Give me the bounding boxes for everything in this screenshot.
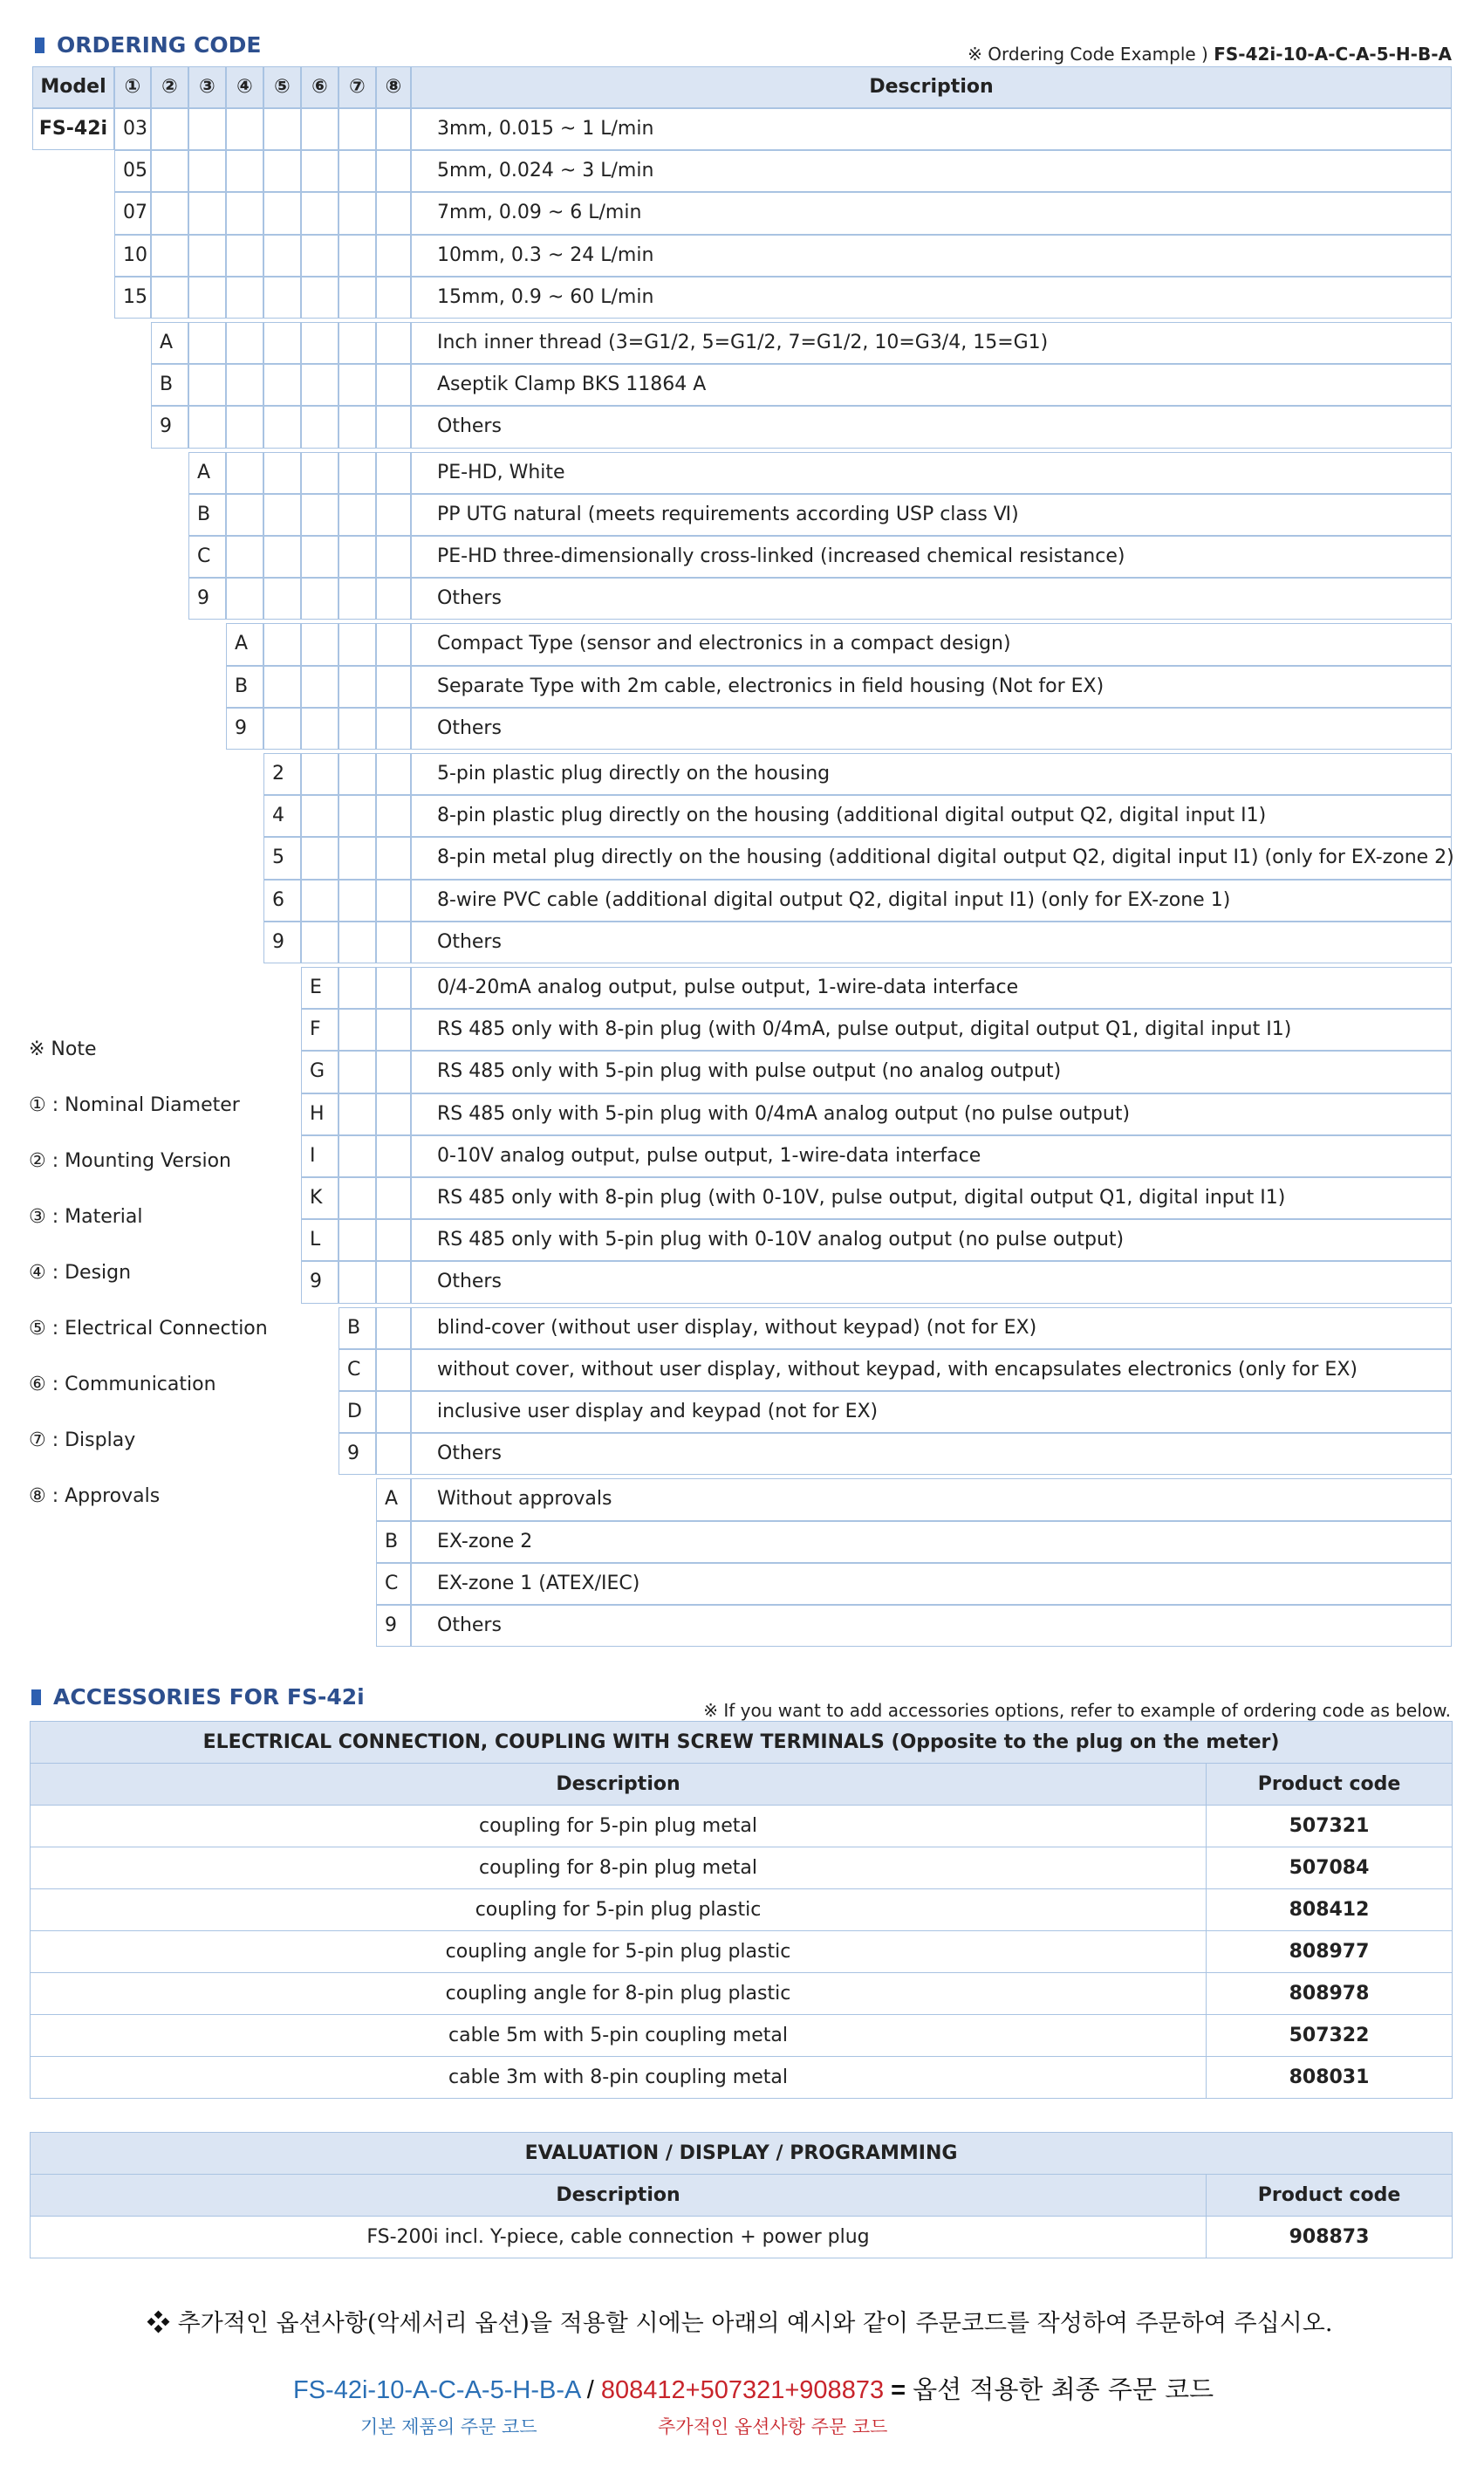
empty-cell — [376, 235, 411, 277]
empty-cell — [226, 192, 263, 234]
empty-cell — [339, 578, 376, 620]
header-description: Description — [411, 66, 1452, 108]
note-item: ② : Mounting Version — [29, 1150, 231, 1172]
empty-cell — [376, 837, 411, 879]
empty-cell — [339, 880, 376, 922]
option-code: A — [188, 452, 226, 494]
option-code: H — [301, 1093, 339, 1135]
empty-cell — [263, 494, 301, 536]
empty-cell — [376, 406, 411, 448]
option-code: A — [151, 322, 188, 364]
empty-cell — [376, 1433, 411, 1475]
option-description: Others — [411, 1261, 1452, 1303]
empty-cell — [376, 494, 411, 536]
empty-cell — [263, 536, 301, 578]
option-code: D — [339, 1391, 376, 1433]
option-description: 8-pin plastic plug directly on the housing (additional digital output Q2, digital input I1) — [411, 795, 1452, 837]
empty-cell — [301, 322, 339, 364]
note-item: ⑧ : Approvals — [29, 1485, 161, 1507]
note-item: ① : Nominal Diameter — [29, 1094, 240, 1116]
option-description: RS 485 only with 5-pin plug with 0/4mA analog output (no pulse output) — [411, 1093, 1452, 1135]
empty-cell — [376, 1261, 411, 1303]
empty-cell — [376, 1391, 411, 1433]
empty-cell — [339, 623, 376, 665]
table-row — [31, 1973, 1453, 2015]
option-code: A — [376, 1478, 411, 1520]
column-header-description: Description — [31, 1764, 1207, 1806]
empty-cell — [376, 753, 411, 795]
empty-cell — [263, 708, 301, 750]
empty-cell — [376, 1177, 411, 1219]
empty-cell — [376, 150, 411, 192]
product-code: 507322 — [1207, 2015, 1453, 2057]
column-header-product-code: Product code — [1207, 2175, 1453, 2217]
note-item: ③ : Material — [29, 1206, 143, 1228]
empty-cell — [188, 322, 226, 364]
empty-cell — [263, 150, 301, 192]
empty-cell — [376, 623, 411, 665]
empty-cell — [151, 277, 188, 319]
option-code: 4 — [263, 795, 301, 837]
option-description: RS 485 only with 8-pin plug (with 0-10V, pulse output, digital output Q1, digital input I1) — [411, 1177, 1452, 1219]
option-code: 9 — [188, 578, 226, 620]
empty-cell — [339, 364, 376, 406]
option-description: without cover, without user display, without keypad, with encapsulates electronics (only for EX) — [411, 1349, 1452, 1391]
empty-cell — [339, 967, 376, 1009]
empty-cell — [376, 277, 411, 319]
ordering-example-label: ※ Ordering Code Example ) — [968, 44, 1208, 65]
option-code: I — [301, 1135, 339, 1177]
empty-cell — [301, 837, 339, 879]
empty-cell — [339, 922, 376, 963]
option-description: 8-wire PVC cable (additional digital output Q2, digital input I1) (only for EX-zone 1) — [411, 880, 1452, 922]
empty-cell — [226, 494, 263, 536]
table-row — [31, 2217, 1453, 2258]
option-description: Others — [411, 406, 1452, 448]
empty-cell — [301, 666, 339, 708]
option-code: B — [151, 364, 188, 406]
option-description: EX-zone 2 — [411, 1521, 1452, 1563]
empty-cell — [376, 108, 411, 150]
empty-cell — [301, 364, 339, 406]
empty-cell — [263, 108, 301, 150]
empty-cell — [188, 235, 226, 277]
option-description: Others — [411, 578, 1452, 620]
option-code: 03 — [114, 108, 151, 150]
empty-cell — [376, 1307, 411, 1349]
empty-cell — [376, 452, 411, 494]
empty-cell — [301, 623, 339, 665]
empty-cell — [301, 708, 339, 750]
empty-cell — [376, 1009, 411, 1051]
empty-cell — [263, 578, 301, 620]
option-description: Aseptik Clamp BKS 11864 A — [411, 364, 1452, 406]
empty-cell — [376, 1051, 411, 1093]
empty-cell — [301, 235, 339, 277]
section-marker-icon — [31, 1689, 41, 1705]
section-marker-icon — [35, 38, 44, 53]
product-description: coupling angle for 5-pin plug plastic — [31, 1931, 1207, 1973]
empty-cell — [263, 452, 301, 494]
ordering-example-code: FS-42i-10-A-C-A-5-H-B-A — [1214, 44, 1452, 65]
header-col-7: ⑦ — [339, 66, 376, 108]
empty-cell — [263, 406, 301, 448]
option-description: 5mm, 0.024 ~ 3 L/min — [411, 150, 1452, 192]
table-row — [31, 1806, 1453, 1847]
empty-cell — [226, 322, 263, 364]
option-description: RS 485 only with 5-pin plug with pulse output (no analog output) — [411, 1051, 1452, 1093]
empty-cell — [339, 1219, 376, 1261]
equals-sign: = — [884, 2376, 913, 2404]
accessories-title: ACCESSORIES FOR FS-42i — [31, 1684, 365, 1710]
option-code: B — [188, 494, 226, 536]
option-code: K — [301, 1177, 339, 1219]
empty-cell — [339, 494, 376, 536]
option-description: 8-pin metal plug directly on the housing (additional digital output Q2, digital input I1) (only for EX-zone 2) — [411, 837, 1452, 879]
base-order-code: FS-42i-10-A-C-A-5-H-B-A — [293, 2376, 580, 2404]
option-description: Without approvals — [411, 1478, 1452, 1520]
option-description: PE-HD three-dimensionally cross-linked (increased chemical resistance) — [411, 536, 1452, 578]
empty-cell — [376, 880, 411, 922]
empty-cell — [376, 795, 411, 837]
empty-cell — [301, 277, 339, 319]
empty-cell — [188, 150, 226, 192]
empty-cell — [376, 322, 411, 364]
empty-cell — [339, 108, 376, 150]
note-item: ⑦ : Display — [29, 1429, 136, 1451]
product-code: 808978 — [1207, 1973, 1453, 2015]
empty-cell — [339, 322, 376, 364]
option-description: 5-pin plastic plug directly on the housing — [411, 753, 1452, 795]
header-col-1: ① — [114, 66, 151, 108]
header-col-2: ② — [151, 66, 188, 108]
empty-cell — [151, 235, 188, 277]
option-code: B — [376, 1521, 411, 1563]
empty-cell — [301, 108, 339, 150]
product-description: FS-200i incl. Y-piece, cable connection + power plug — [31, 2217, 1207, 2258]
empty-cell — [226, 235, 263, 277]
option-description: 10mm, 0.3 ~ 24 L/min — [411, 235, 1452, 277]
accessories-note: ※ If you want to add accessories options, refer to example of ordering code as below. — [703, 1700, 1451, 1721]
empty-cell — [376, 578, 411, 620]
note-item: ⑥ : Communication — [29, 1374, 216, 1395]
product-description: coupling for 5-pin plug metal — [31, 1806, 1207, 1847]
base-code-caption: 기본 제품의 주문 코드 — [360, 2416, 537, 2437]
empty-cell — [301, 922, 339, 963]
option-description: blind-cover (without user display, without keypad) (not for EX) — [411, 1307, 1452, 1349]
empty-cell — [339, 1177, 376, 1219]
option-code: 05 — [114, 150, 151, 192]
empty-cell — [376, 364, 411, 406]
empty-cell — [376, 1093, 411, 1135]
option-description: Separate Type with 2m cable, electronics in field housing (Not for EX) — [411, 666, 1452, 708]
empty-cell — [339, 1261, 376, 1303]
option-description: Others — [411, 922, 1452, 963]
option-description: PP UTG natural (meets requirements according USP class Ⅵ) — [411, 494, 1452, 536]
option-description: Compact Type (sensor and electronics in a compact design) — [411, 623, 1452, 665]
empty-cell — [226, 406, 263, 448]
option-code: C — [376, 1563, 411, 1605]
empty-cell — [263, 623, 301, 665]
empty-cell — [339, 150, 376, 192]
empty-cell — [263, 192, 301, 234]
empty-cell — [301, 795, 339, 837]
empty-cell — [226, 277, 263, 319]
empty-cell — [339, 277, 376, 319]
option-description: RS 485 only with 8-pin plug (with 0/4mA, pulse output, digital output Q1, digital input I1) — [411, 1009, 1452, 1051]
option-description: 0/4-20mA analog output, pulse output, 1-wire-data interface — [411, 967, 1452, 1009]
option-code: B — [339, 1307, 376, 1349]
empty-cell — [376, 1349, 411, 1391]
table-row — [31, 2057, 1453, 2099]
table-row — [31, 1847, 1453, 1889]
empty-cell — [151, 192, 188, 234]
empty-cell — [301, 536, 339, 578]
empty-cell — [226, 150, 263, 192]
model-value: FS-42i — [32, 108, 114, 150]
header-col-3: ③ — [188, 66, 226, 108]
empty-cell — [301, 494, 339, 536]
option-code: G — [301, 1051, 339, 1093]
empty-cell — [339, 235, 376, 277]
product-description: coupling for 5-pin plug plastic — [31, 1889, 1207, 1931]
empty-cell — [376, 708, 411, 750]
product-description: coupling for 8-pin plug metal — [31, 1847, 1207, 1889]
option-code: C — [188, 536, 226, 578]
empty-cell — [339, 452, 376, 494]
option-order-code: 808412+507321+908873 — [600, 2376, 885, 2404]
option-code: 6 — [263, 880, 301, 922]
note-item: ⑤ : Electrical Connection — [29, 1318, 268, 1340]
empty-cell — [301, 880, 339, 922]
table-title: ELECTRICAL CONNECTION, COUPLING WITH SCREW TERMINALS (Opposite to the plug on the meter) — [31, 1722, 1453, 1764]
empty-cell — [376, 1135, 411, 1177]
option-code: 9 — [339, 1433, 376, 1475]
empty-cell — [263, 322, 301, 364]
table-row — [31, 1931, 1453, 1973]
ordering-example — [968, 44, 1452, 65]
empty-cell — [301, 452, 339, 494]
empty-cell — [151, 108, 188, 150]
option-description: Others — [411, 1605, 1452, 1647]
empty-cell — [301, 753, 339, 795]
empty-cell — [376, 1219, 411, 1261]
empty-cell — [339, 1009, 376, 1051]
option-description: 3mm, 0.015 ~ 1 L/min — [411, 108, 1452, 150]
option-description: inclusive user display and keypad (not for EX) — [411, 1391, 1452, 1433]
final-code-label: 옵션 적용한 최종 주문 코드 — [913, 2375, 1214, 2404]
empty-cell — [301, 578, 339, 620]
product-code: 808412 — [1207, 1889, 1453, 1931]
empty-cell — [188, 277, 226, 319]
empty-cell — [376, 922, 411, 963]
empty-cell — [339, 192, 376, 234]
option-code: A — [226, 623, 263, 665]
product-code: 808031 — [1207, 2057, 1453, 2099]
product-code: 808977 — [1207, 1931, 1453, 1973]
option-code: 9 — [301, 1261, 339, 1303]
option-code: 9 — [226, 708, 263, 750]
option-code-caption: 추가적인 옵션사항 주문 코드 — [658, 2416, 888, 2437]
empty-cell — [339, 795, 376, 837]
option-description: 15mm, 0.9 ~ 60 L/min — [411, 277, 1452, 319]
final-order-code-line — [293, 2370, 1214, 2406]
option-code: 5 — [263, 837, 301, 879]
option-code: 15 — [114, 277, 151, 319]
option-code: 2 — [263, 753, 301, 795]
empty-cell — [226, 536, 263, 578]
empty-cell — [301, 192, 339, 234]
accessories-coupling-table — [30, 1721, 1453, 2099]
empty-cell — [339, 1093, 376, 1135]
product-description: cable 3m with 8-pin coupling metal — [31, 2057, 1207, 2099]
empty-cell — [226, 452, 263, 494]
empty-cell — [339, 708, 376, 750]
product-code: 507084 — [1207, 1847, 1453, 1889]
header-col-6: ⑥ — [301, 66, 339, 108]
empty-cell — [188, 192, 226, 234]
empty-cell — [263, 666, 301, 708]
option-description: RS 485 only with 5-pin plug with 0-10V analog output (no pulse output) — [411, 1219, 1452, 1261]
empty-cell — [376, 536, 411, 578]
empty-cell — [188, 108, 226, 150]
column-header-description: Description — [31, 2175, 1207, 2217]
empty-cell — [188, 406, 226, 448]
empty-cell — [339, 753, 376, 795]
note-item: ④ : Design — [29, 1262, 132, 1284]
empty-cell — [151, 150, 188, 192]
empty-cell — [376, 666, 411, 708]
header-model: Model — [32, 66, 114, 108]
option-code: 07 — [114, 192, 151, 234]
empty-cell — [301, 406, 339, 448]
option-description: 0-10V analog output, pulse output, 1-wire-data interface — [411, 1135, 1452, 1177]
option-code: 9 — [151, 406, 188, 448]
empty-cell — [339, 406, 376, 448]
option-description: PE-HD, White — [411, 452, 1452, 494]
accessories-evaluation-table — [30, 2132, 1453, 2258]
empty-cell — [339, 1051, 376, 1093]
option-description: Others — [411, 708, 1452, 750]
empty-cell — [339, 536, 376, 578]
product-description: cable 5m with 5-pin coupling metal — [31, 2015, 1207, 2057]
option-code: 10 — [114, 235, 151, 277]
korean-instruction: ❖ 추가적인 옵션사항(악세서리 옵션)을 적용할 시에는 아래의 예시와 같이 주문코드를 작성하여 주문하여 주십시오. — [147, 2310, 1333, 2337]
empty-cell — [339, 837, 376, 879]
header-col-4: ④ — [226, 66, 263, 108]
option-code: C — [339, 1349, 376, 1391]
option-code: B — [226, 666, 263, 708]
slash-separator: / — [579, 2376, 601, 2404]
empty-cell — [339, 1135, 376, 1177]
empty-cell — [339, 666, 376, 708]
product-description: coupling angle for 8-pin plug plastic — [31, 1973, 1207, 2015]
option-code: E — [301, 967, 339, 1009]
empty-cell — [188, 364, 226, 406]
table-title: EVALUATION / DISPLAY / PROGRAMMING — [31, 2133, 1453, 2175]
option-description: Others — [411, 1433, 1452, 1475]
option-code: 9 — [263, 922, 301, 963]
empty-cell — [376, 192, 411, 234]
option-description: 7mm, 0.09 ~ 6 L/min — [411, 192, 1452, 234]
empty-cell — [263, 277, 301, 319]
header-col-8: ⑧ — [376, 66, 411, 108]
option-description: EX-zone 1 (ATEX/IEC) — [411, 1563, 1452, 1605]
option-code: 9 — [376, 1605, 411, 1647]
product-code: 908873 — [1207, 2217, 1453, 2258]
empty-cell — [263, 235, 301, 277]
ordering-code-title: ORDERING CODE — [35, 32, 261, 58]
table-row — [31, 1889, 1453, 1931]
option-code: L — [301, 1219, 339, 1261]
empty-cell — [226, 364, 263, 406]
empty-cell — [301, 150, 339, 192]
option-code: F — [301, 1009, 339, 1051]
product-code: 507321 — [1207, 1806, 1453, 1847]
empty-cell — [226, 108, 263, 150]
option-description: Inch inner thread (3=G1/2, 5=G1/2, 7=G1/2, 10=G3/4, 15=G1) — [411, 322, 1452, 364]
table-row — [31, 2015, 1453, 2057]
header-col-5: ⑤ — [263, 66, 301, 108]
column-header-product-code: Product code — [1207, 1764, 1453, 1806]
empty-cell — [226, 578, 263, 620]
empty-cell — [376, 967, 411, 1009]
notes-title: ※ Note — [29, 1038, 97, 1060]
empty-cell — [263, 364, 301, 406]
